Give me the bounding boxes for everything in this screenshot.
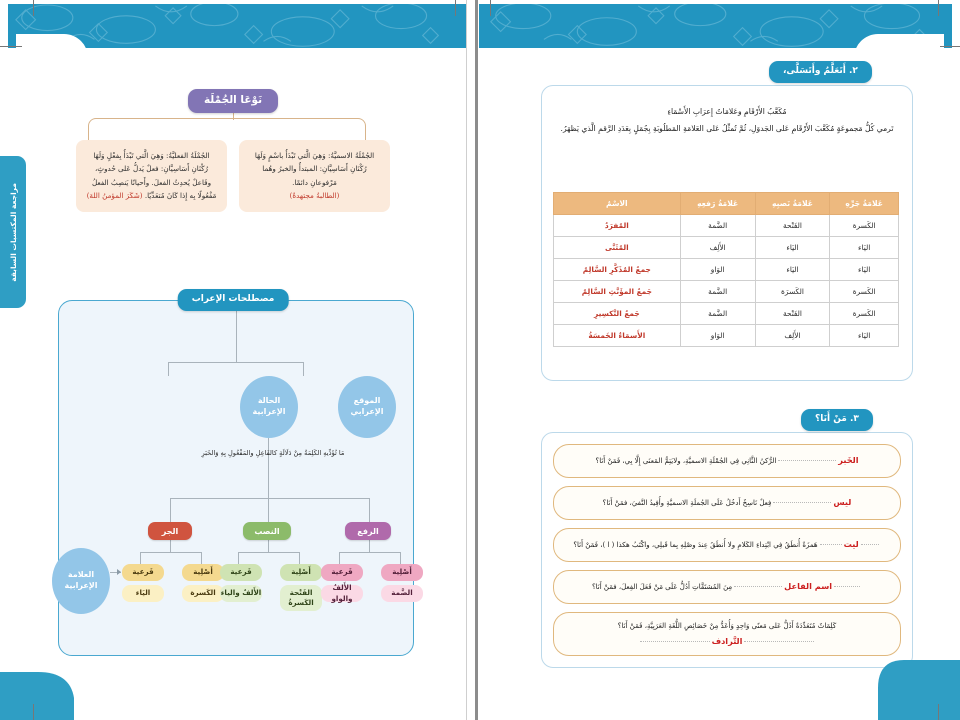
riddle-1-answer: الخَبر (838, 455, 859, 466)
riddle-5-inner (566, 619, 888, 649)
diagram-leaf-rafa-farqiya-mark (321, 585, 363, 602)
diagram-line-level2-nasb (268, 498, 269, 522)
riddle-row-2[interactable] (553, 486, 901, 520)
section2-intro-line1: مُكَعَّبُ الأَرْقَامِ وعَلامَاتُ إِعرَابِ الأَسْمَاءِ (667, 107, 787, 116)
jumla-box-filiyya-text: الجُمْلَةُ الفعليَّةُ: وَهِيَ الَّتي تَبْدَأُ بِفعْلٍ وَلَهَا رُكْنَانِ أَسَاسِيَّانِ: فعلٌ يَدلُّ عَلى حُدوثٍ، وفَاعلٌ يُحدِثُ الفعلَ. وأَحيانًا يَنصِبُ الفعلُ مَفْعُولًا بِه إِذا كَانَ مُتعَدِّيًا. (91, 151, 217, 200)
answer-blank-line[interactable] (861, 544, 879, 545)
chapter-side-tab[interactable] (0, 156, 26, 308)
diagram-leaf-rafa-farqiya-mark-label: الأَلفُ والواو (331, 583, 353, 603)
table-row (554, 215, 899, 237)
table-row (554, 281, 899, 303)
diagram-line-level1-left (168, 362, 169, 376)
cell-rafa: الضَّمة (680, 281, 755, 303)
section2-intro (553, 104, 901, 137)
diagram-leaf-nasb-asliya-label: أَصْلِية (291, 567, 311, 577)
diagram-line-hala-stem (268, 438, 269, 498)
cell-name: جَمعُ المؤَنَّثِ السَّالِمُ (554, 281, 681, 303)
corner-decoration-bottom-left (0, 658, 110, 720)
answer-blank-line[interactable] (640, 641, 710, 642)
riddle-5-answer: التَّرادف (711, 635, 743, 646)
diagram-leaf-rafa-asliya-mark (381, 585, 423, 602)
diagram-line-level2-bar (170, 498, 370, 499)
cell-rafa: الضَّمة (680, 303, 755, 325)
diagram-arrow-head-icon (117, 569, 121, 575)
answer-blank-line[interactable] (778, 460, 836, 461)
answer-blank-line[interactable] (834, 586, 860, 587)
cell-jarr: اليَاء (830, 237, 899, 259)
diagram-leaf-rafa-asliya (381, 564, 423, 581)
cell-nasb: الكَسرَة (755, 281, 830, 303)
answer-blank-line[interactable] (773, 502, 831, 503)
irab-diagram-title-wrap (178, 286, 289, 311)
diagram-leaf-jarr-asliya-mark (182, 585, 224, 602)
section3-badge-wrap (801, 406, 873, 431)
riddle-4-answer: اسم الفاعل (784, 581, 833, 592)
jumla-box-ismiyya-example: (الطالبةُ مجتهدةٌ) (289, 190, 340, 200)
diagram-leaf-nasb-asliya-mark (280, 585, 322, 611)
cell-rafa: الضَّمة (680, 215, 755, 237)
irab-diagram-title: مصطلحات الإعراب (178, 289, 289, 311)
cell-nasb: اليَاء (755, 259, 830, 281)
diagram-line-rafa-stem (369, 540, 370, 552)
cell-jarr: اليَاء (830, 325, 899, 347)
crop-mark (938, 0, 939, 16)
riddle-3-inner (566, 538, 888, 552)
riddle-row-1[interactable] (553, 444, 901, 478)
diagram-leaf-rafa-asliya-label: أَصْلِية (392, 567, 412, 577)
table-row (554, 303, 899, 325)
table-row (554, 325, 899, 347)
jumla-box-filiyya (76, 140, 227, 212)
diagram-leaf-nasb-farqiya-mark-label: الأَلفُ والياء (220, 588, 262, 598)
diagram-case-rafa (345, 522, 391, 540)
crop-mark (33, 704, 34, 720)
riddle-row-4[interactable] (553, 570, 901, 604)
diagram-case-rafa-label: الرفع (357, 526, 379, 536)
cell-nasb: اليَاء (755, 237, 830, 259)
section3-badge: ٣. مَنْ أَنَا؟ (801, 409, 873, 431)
cell-rafa: الوَاو (680, 259, 755, 281)
diagram-leaf-nasb-farqiya-mark (220, 585, 262, 602)
diagram-node-hala (240, 376, 298, 438)
crop-mark (490, 0, 491, 16)
left-page (0, 0, 466, 720)
corner-decoration-bottom-right (870, 648, 960, 720)
jumla-box-filiyya-example: (شَكَرَ المؤمنُ اللهَ) (86, 190, 143, 200)
diagram-leaf-jarr-farqiya-mark (122, 585, 164, 602)
diagram-leaf-jarr-farqiya (122, 564, 164, 581)
jumla-box-ismiyya-text: الجُمْلَةُ الاسميَّةُ: وَهِيَ الَّتي تَبْدَأُ باسْمٍ وَلَهَا رُكْنَانِ أَسَاسِيَّانِ: المبتدأُ والخبرُ وهُما مَرْفوعانِ دائمًا. (254, 151, 375, 187)
diagram-leaf-rafa-farqiya-label: فَرعية (331, 567, 353, 577)
cell-jarr: الكَسرة (830, 303, 899, 325)
diagram-line-jarr-b (201, 552, 202, 564)
cell-rafa: الوَاو (680, 325, 755, 347)
diagram-line-root-stem (236, 306, 237, 362)
cell-nasb: الفَتْحة (755, 215, 830, 237)
diagram-line-nasb-a (238, 552, 239, 564)
diagram-line-rafa-a (339, 552, 340, 564)
cell-jarr: اليَاء (830, 259, 899, 281)
riddle-3-text: هَمزَةٌ أُنطَقُ فِي ابْتِداءِ الكَلامِ ولا أُنطَقُ عِندَ وصْلِهِ بِما قَبلِي، واكْتَبُ هكذا ( ا )، فَمَنْ أَنَا؟ (573, 541, 818, 550)
banner-corner-notch (854, 34, 944, 48)
table-header-nasb: عَلامَةُ نَصبِهِ (755, 193, 830, 215)
diagram-node-hala-label: الحالة الإعرابية (252, 396, 286, 416)
diagram-leaf-jarr-farqiya-mark-label: اليَاء (135, 588, 151, 598)
jumla-box-ismiyya (239, 140, 390, 212)
diagram-line-level2-jarr (170, 498, 171, 522)
decorative-header-banner-right (479, 4, 952, 48)
riddle-2-inner (566, 496, 888, 510)
diagram-node-mawqi-label: الموقع الإعرابي (350, 396, 384, 416)
table-row (554, 259, 899, 281)
section2-badge-wrap (769, 58, 872, 83)
diagram-line-rafa-b (400, 552, 401, 564)
crop-mark (0, 46, 22, 47)
diagram-leaf-rafa-asliya-mark-label: الضَّمة (391, 588, 413, 598)
page-gutter-divider (475, 0, 478, 720)
cell-name: جَمعُ التَّكسِيرِ (554, 303, 681, 325)
section2-badge: ٢. أَتَعَلَّمُ وأَتَسَلَّى، (769, 61, 872, 83)
cell-name: المُثَنَّى (554, 237, 681, 259)
diagram-line-jarr-stem (170, 540, 171, 552)
diagram-line-jarr-bar (140, 552, 202, 553)
diagram-line-level1-right (303, 362, 304, 376)
diagram-leaf-jarr-farqiya-label: فَرعية (132, 567, 154, 577)
diagram-case-nasb (243, 522, 291, 540)
chapter-side-tab-label: مراجعة المكتسبات السابقة (8, 182, 18, 282)
table-header-row (554, 193, 899, 215)
section2-intro-line2: تَرمي كُلُّ مَجموعَةٍ مُكَعَّبَ الأَرْقَامِ عَلى الجَدوَلِ، ثُمَّ تُمثِّلُ عَلى العَلامَةِ المَطلُوبَةِ بِجُمَلٍ بِعَدَدِ الرَّقمِ الَّذي يَظهَرُ. (560, 123, 894, 133)
diagram-line-level1-bar (168, 362, 304, 363)
diagram-line-level2-rafa (369, 498, 370, 522)
irab-marks-table (553, 192, 899, 347)
jumla-definition-boxes (76, 140, 390, 212)
diagram-case-jarr (148, 522, 192, 540)
diagram-line-rafa-bar (339, 552, 401, 553)
cell-rafa: الأَلِف (680, 237, 755, 259)
diagram-leaf-jarr-asliya-label: أَصْلِية (193, 567, 213, 577)
right-page (479, 0, 960, 720)
table-header-rafa: عَلامَةُ رَفعِهِ (680, 193, 755, 215)
diagram-case-jarr-label: الجر (161, 526, 179, 536)
riddle-5-text: كَلِمَاتٌ مُتَعَدِّدَةٌ أَدُلُّ عَلى مَعنًى وَاحِدٍ وَأُعَدُّ مِنْ خَصَائِصِ اللُّغَةِ العَرَبِيَّةِ، فَمَنْ أَنَا؟ (617, 621, 837, 630)
decorative-header-banner-left (8, 4, 466, 48)
answer-blank-line[interactable] (744, 641, 814, 642)
riddle-row-5[interactable] (553, 612, 901, 656)
riddle-row-3[interactable] (553, 528, 901, 562)
crop-mark (940, 46, 960, 47)
page-gutter-hairline (466, 0, 467, 720)
diagram-case-nasb-label: النصب (254, 526, 280, 536)
diagram-line-nasb-stem (268, 540, 269, 552)
diagram-line-jarr-a (140, 552, 141, 564)
riddle-2-answer: ليس (833, 497, 852, 508)
cell-jarr: الكَسرة (830, 281, 899, 303)
cell-name: جمعُ المُذَكَّرِ السَّالِمُ (554, 259, 681, 281)
jumla-title-wrap (0, 88, 466, 113)
cell-name: المُفرَدُ (554, 215, 681, 237)
riddle-1-text: الرُّكنُ الثَّانِي فِي الجُمْلَةِ الاسميَّةِ، ولايَتِمُّ المَعنَى إِلَّا بِي، فَمَنْ أَنَا؟ (595, 457, 777, 466)
crop-mark (938, 704, 939, 720)
table-header-jarr: عَلامَةُ جَرِّهِ (830, 193, 899, 215)
cell-nasb: الأَلِف (755, 325, 830, 347)
diagram-leaf-nasb-farqiya (220, 564, 262, 581)
diagram-leaf-nasb-farqiya-label: فَرعية (230, 567, 252, 577)
table-header-name: الاسْمُ (554, 193, 681, 215)
riddle-4-text: مِنَ المُشتَقَّاتِ أَدُلُّ عَلَى مَنْ فَعَلَ الفِعلَ، فمَنْ أَنَا؟ (591, 583, 733, 592)
crop-mark (33, 0, 34, 16)
crop-mark (455, 0, 456, 16)
cell-nasb: الفَتْحة (755, 303, 830, 325)
jumla-types-title: نَوْعَا الجُمْلَة (188, 89, 278, 113)
diagram-note-mawqi: مَا تُؤَدِّيهِ الكَلِمَةُ مِنْ دَلَالَةٍ كالفَاعِلِ والمَفْعُولِ بِهِ وَالخَبَرِ (201, 449, 345, 457)
cell-jarr: الكَسرة (830, 215, 899, 237)
riddle-4-inner (566, 580, 888, 594)
diagram-node-alama (52, 548, 110, 614)
diagram-line-nasb-b (299, 552, 300, 564)
diagram-leaf-nasb-asliya-mark-label: الفَتْحة الكَسرةُ (288, 587, 314, 607)
diagram-leaf-jarr-asliya-mark-label: الكَسرة (190, 588, 216, 598)
answer-blank-line[interactable] (820, 544, 842, 545)
riddle-2-text: فِعلٌ نَاسِخٌ أَدخُلُ عَلَى الجُملَةِ الاسميَّةِ وأُفِيدُ النَّفيَ، فمَنْ أَنَا؟ (602, 499, 772, 508)
diagram-node-alama-label: العلامة الإعرابية (64, 570, 98, 590)
riddle-3-answer: ليت (843, 539, 859, 550)
cell-name: الأَسمَاءُ الخَمسَةُ (554, 325, 681, 347)
diagram-leaf-nasb-asliya (280, 564, 322, 581)
diagram-node-mawqi (338, 376, 396, 438)
riddle-1-inner (566, 454, 888, 468)
diagram-leaf-rafa-farqiya (321, 564, 363, 581)
table-row (554, 237, 899, 259)
diagram-leaf-jarr-asliya (182, 564, 224, 581)
answer-blank-line[interactable] (734, 586, 782, 587)
diagram-line-nasb-bar (238, 552, 300, 553)
